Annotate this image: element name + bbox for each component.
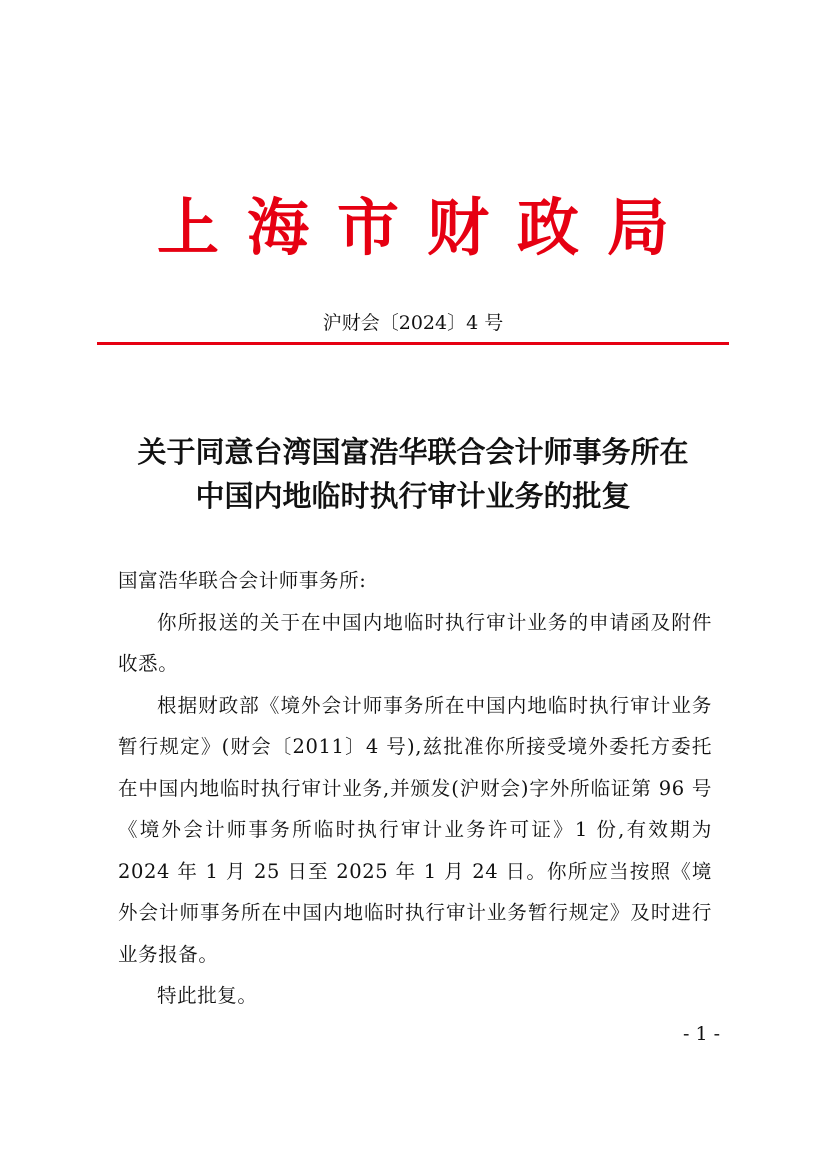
agency-header: 上海市财政局 [156,191,697,264]
body-paragraph-approval: 根据财政部《境外会计师事务所在中国内地临时执行审计业务暂行规定》(财会〔2011〕4 号),兹批准你所接受境外委托方委托在中国内地临时执行审计业务,并颁发(沪财会)字外所临证第 96 号《境外会计师事务所临时执行审计业务许可证》1 份,有效期为 2024 年 1 月 25 日至 2025 年 1 月 24 日。你所应当按照《境外会计师事务所在中国内地临时执行审计业务暂行规定》及时进行业务报备。 [118,693,712,966]
salutation: 国富浩华联合会计师事务所: [118,569,367,592]
page-number: - 1 - [682,1023,720,1045]
document-title-line-2: 中国内地临时执行审计业务的批复 [195,479,631,513]
document-body [118,560,712,1017]
document-title [80,430,746,518]
body-paragraph-closing: 特此批复。 [157,984,258,1007]
document-number: 沪财会〔2024〕4 号 [322,312,504,334]
document-title-line-1: 关于同意台湾国富浩华联合会计师事务所在 [137,435,689,469]
red-divider-line [97,342,729,345]
body-paragraph-receipt: 你所报送的关于在中国内地临时执行审计业务的申请函及附件收悉。 [118,610,712,675]
